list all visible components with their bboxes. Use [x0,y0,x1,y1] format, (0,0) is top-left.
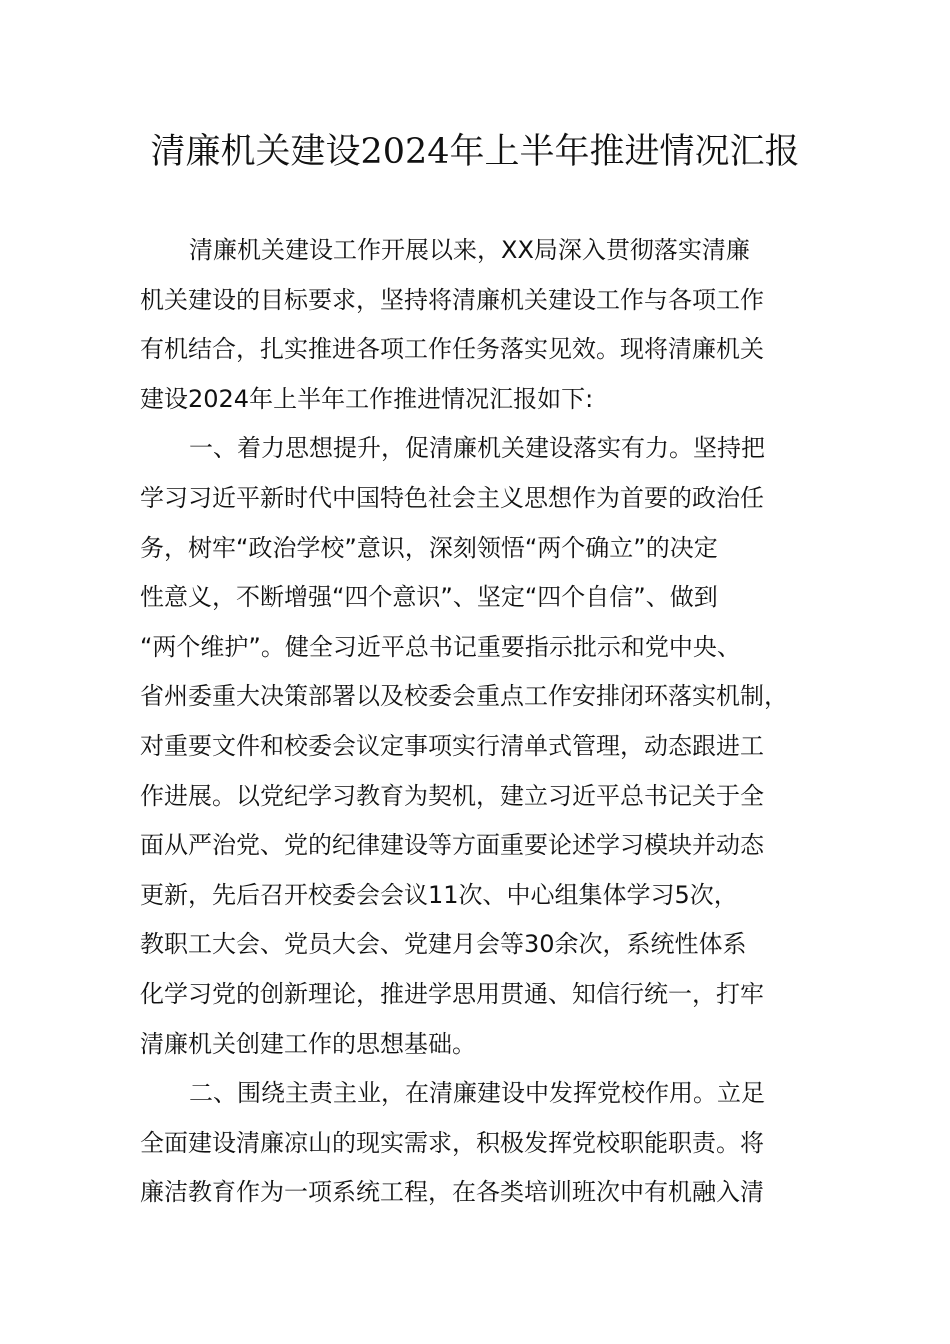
body-line: 化学习党的创新理论，推进学思用贯通、知信行统一，打牢 [140,979,764,1008]
body-line: 务，树牢“政治学校”意识，深刻领悟“两个确立”的决定 [140,533,718,562]
body-line: 教职工大会、党员大会、党建月会等30余次，系统性体系 [140,930,747,959]
body-line: 清廉机关建设工作开展以来，XX局深入贯彻落实清廉 [189,236,750,264]
body-line: 清廉机关创建工作的思想基础。 [140,1029,476,1058]
body-line: 廉洁教育作为一项系统工程，在各类培训班次中有机融入清 [140,1178,764,1207]
body-line: 一、着力思想提升，促清廉机关建设落实有力。坚持把 [189,434,765,463]
body-line: 机关建设的目标要求，坚持将清廉机关建设工作与各项工作 [140,285,764,314]
document-title: 清廉机关建设2024年上半年推进情况汇报 [150,132,800,172]
body-line: 二、围绕主责主业，在清廉建设中发挥党校作用。立足 [189,1079,765,1108]
body-line: 性意义，不断增强“四个意识”、坚定“四个自信”、做到 [140,583,718,612]
document-body [140,226,820,1218]
body-line: 全面建设清廉凉山的现实需求，积极发挥党校职能职责。将 [140,1128,764,1157]
body-line: 对重要文件和校委会议定事项实行清单式管理，动态跟进工 [140,731,764,760]
body-line: “两个维护”。健全习近平总书记重要指示批示和党中央、 [140,632,741,661]
body-line: 更新，先后召开校委会会议11次、中心组集体学习5次， [140,880,738,909]
body-line: 有机结合，扎实推进各项工作任务落实见效。现将清廉机关 [140,335,764,364]
body-line: 作进展。以党纪学习教育为契机，建立习近平总书记关于全 [140,781,764,810]
body-line: 面从严治党、党的纪律建设等方面重要论述学习模块并动态 [140,831,764,860]
body-line: 学习习近平新时代中国特色社会主义思想作为首要的政治任 [140,483,764,512]
body-line: 建设2024年上半年工作推进情况汇报如下: [140,384,594,413]
body-line: 省州委重大决策部署以及校委会重点工作安排闭环落实机制， [140,682,788,711]
